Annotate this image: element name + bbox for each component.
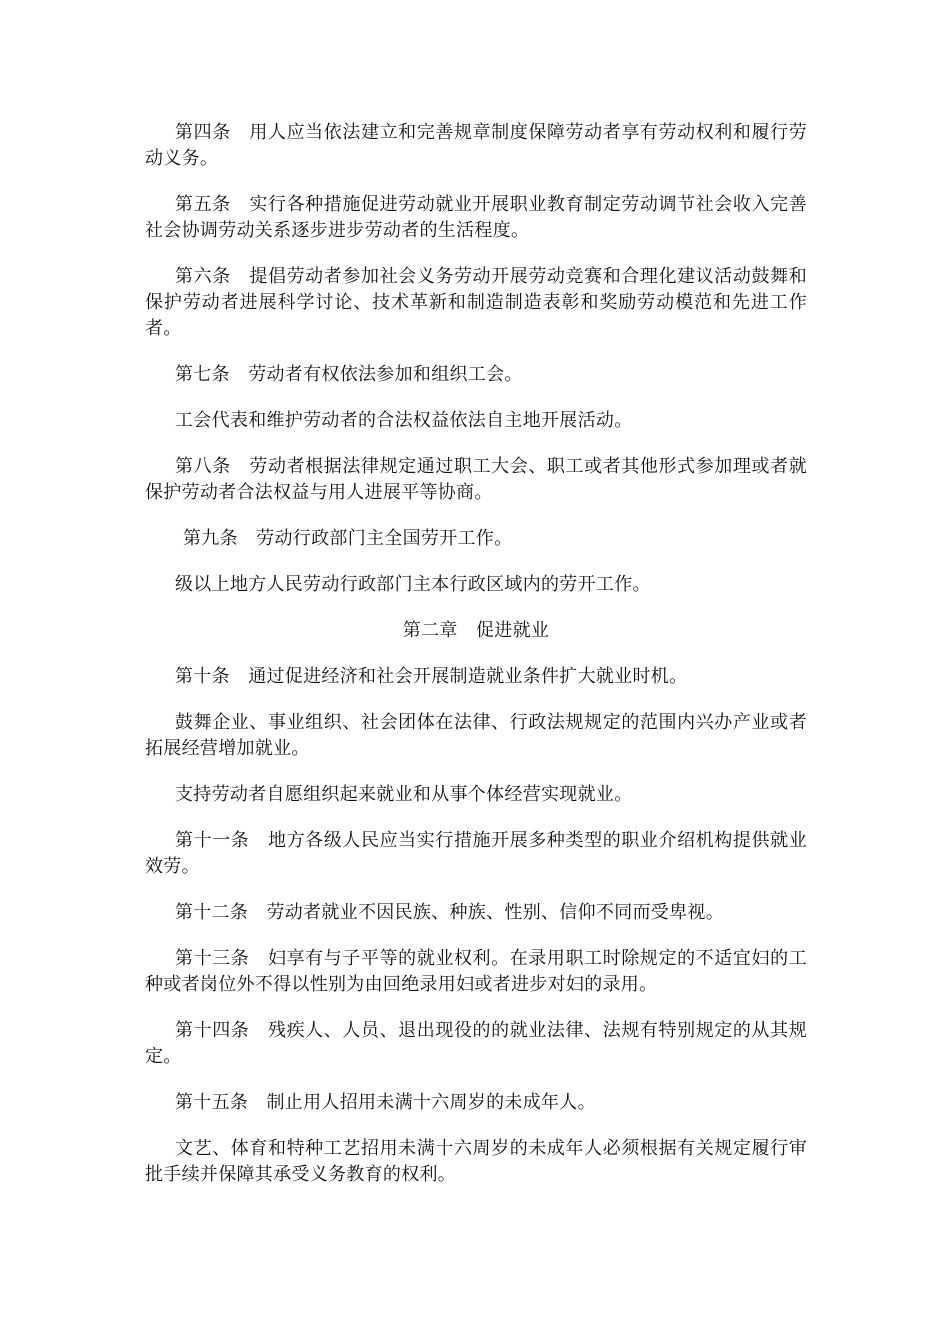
article-9-clause: 级以上地方人民劳动行政部门主本行政区域内的劳开工作。 [175,574,651,595]
document-body [145,120,807,1208]
article-13: 第十三条 妇享有与子平等的就业权利。在录用职工时除规定的不适宜妇的工种或者岗位外不得以性别为由回绝录用妇或者进步对妇的录用。 [145,948,807,995]
article-8: 第八条 劳动者根据法律规定通过职工大会、职工或者其他形式参加理或者就保护劳动者合法权益与用人进展平等协商。 [145,456,807,503]
article-12: 第十二条 劳动者就业不因民族、种族、性别、信仰不同而受卑视。 [175,902,724,923]
article-15: 第十五条 制止用人招用未满十六周岁的未成年人。 [175,1092,596,1113]
article-11: 第十一条 地方各级人民应当实行措施开展多种类型的职业介绍机构提供就业效劳。 [145,830,807,877]
article-4: 第四条 用人应当依法建立和完善规章制度保障劳动者享有劳动权利和履行劳动义务。 [145,122,807,169]
article-9: 第九条 劳动行政部门主全国劳开工作。 [183,528,513,549]
article-10-clause-3: 支持劳动者自愿组织起来就业和从事个体经营实现就业。 [175,784,633,805]
article-10-clause-2: 鼓舞企业、事业组织、社会团体在法律、行政法规规定的范围内兴办产业或者拓展经营增加就业。 [145,712,807,759]
chapter-heading: 第二章 促进就业 [402,620,550,641]
article-6: 第六条 提倡劳动者参加社会义务劳动开展劳动竞赛和合理化建议活动鼓舞和保护劳动者进展科学讨论、技术革新和制造制造表彰和奖励劳动模范和先进工作者。 [145,266,807,339]
article-7: 第七条 劳动者有权依法参加和组织工会。 [175,364,523,385]
article-14: 第十四条 残疾人、人员、退出现役的的就业法律、法规有特别规定的从其规定。 [145,1020,807,1067]
article-7-clause: 工会代表和维护劳动者的合法权益依法自主地开展活动。 [175,410,633,431]
article-15-clause: 文艺、体育和特种工艺招用未满十六周岁的未成年人必须根据有关规定履行审批手续并保障其承受义务教育的权利。 [145,1138,807,1185]
article-10: 第十条 通过促进经济和社会开展制造就业条件扩大就业时机。 [175,666,688,687]
article-5: 第五条 实行各种措施促进劳动就业开展职业教育制定劳动调节社会收入完善社会协调劳动关系逐步进步劳动者的生活程度。 [145,194,807,241]
